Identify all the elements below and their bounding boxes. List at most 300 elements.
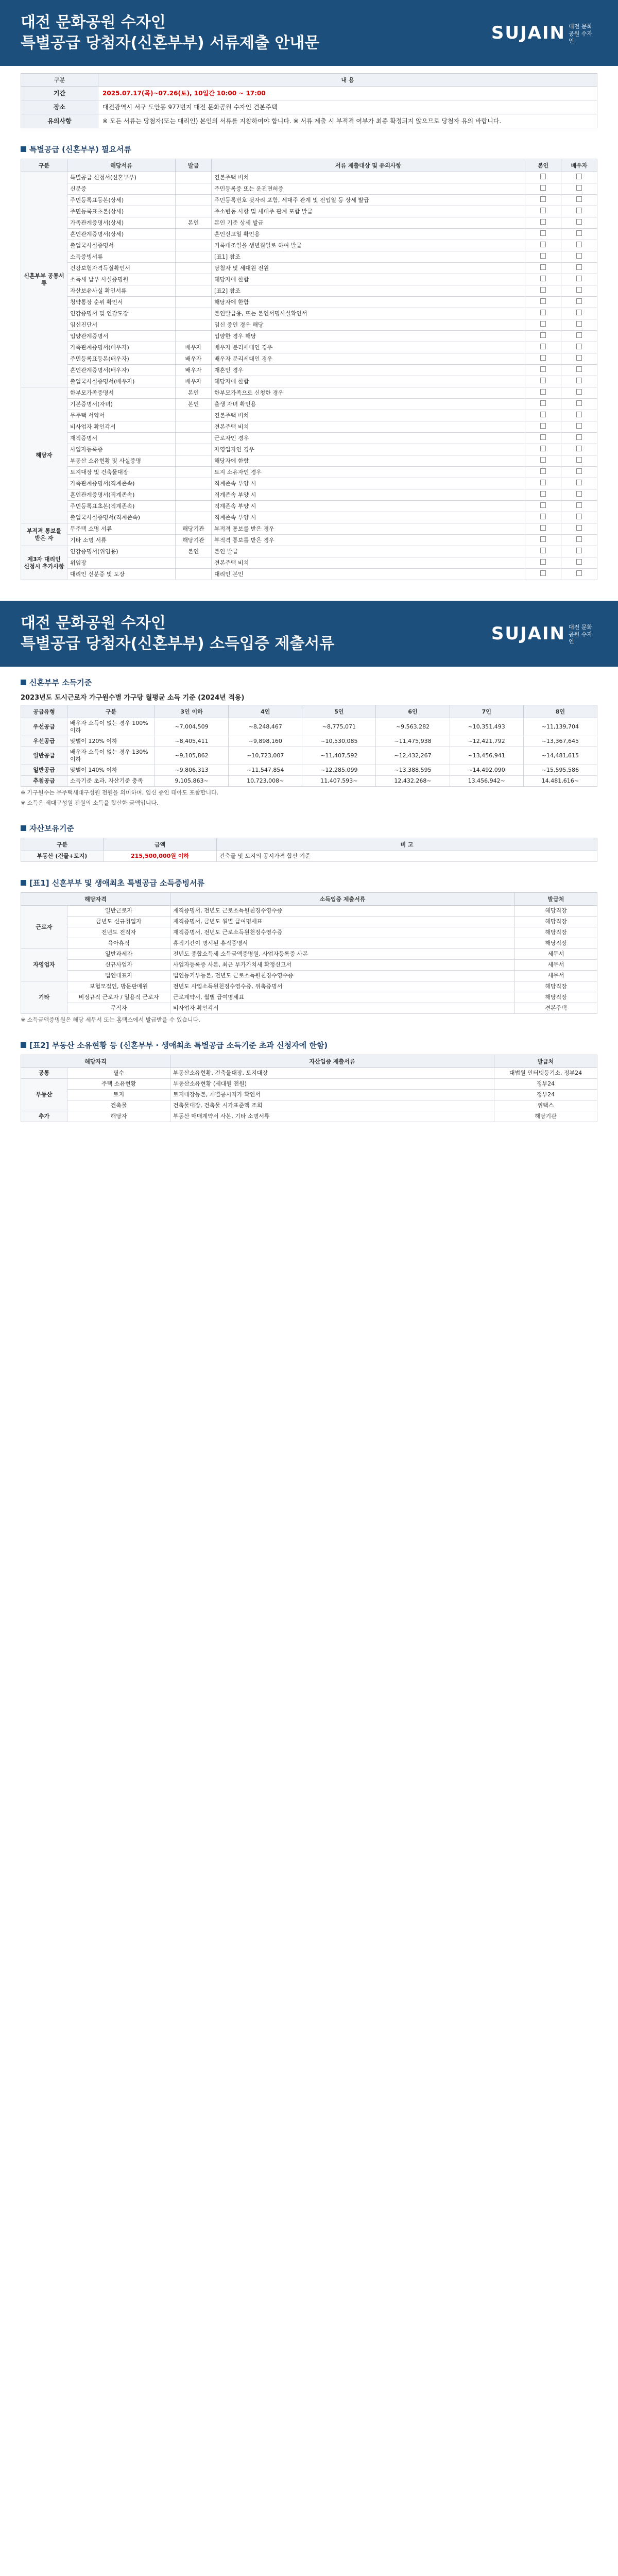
- checkbox[interactable]: [576, 514, 582, 519]
- checkbox[interactable]: [540, 389, 546, 395]
- income-value: ~11,475,938: [376, 736, 450, 747]
- info-value: 2025.07.17(목)~07.26(토), 10일간 10:00 ~ 17:00: [98, 87, 597, 100]
- checkbox[interactable]: [576, 446, 582, 451]
- section-title: [21, 877, 597, 888]
- issue-by: 본인: [176, 399, 212, 410]
- issue-by: 본인: [176, 546, 212, 557]
- issue-by: [176, 297, 212, 308]
- issue-by: [176, 557, 212, 569]
- issue-by: [176, 331, 212, 342]
- checkbox-cell: [561, 353, 597, 365]
- doc-name: 입양관계증명서: [67, 331, 176, 342]
- table-row: [21, 851, 597, 862]
- doc2-banner: [0, 601, 618, 667]
- doc-note: 토지 소유자인 경우: [212, 467, 525, 478]
- checkbox-cell: [561, 489, 597, 501]
- doc-name: 주민등록표초본(상세): [67, 206, 176, 217]
- doc1-banner: [0, 0, 618, 66]
- qualification: 무직자: [67, 1003, 170, 1014]
- t1-header-cell: 발급처: [515, 893, 597, 906]
- issue-by: [176, 206, 212, 217]
- checkbox-cell: [525, 274, 561, 285]
- doc-note: 견본주택 비치: [212, 172, 525, 183]
- checkbox[interactable]: [540, 196, 546, 202]
- doc-note: 견본주택 비치: [212, 557, 525, 569]
- issuer: 세무서: [515, 971, 597, 981]
- checkbox[interactable]: [540, 253, 546, 259]
- doc-name: 혼인관계증명서(직계존속): [67, 489, 176, 501]
- income-type: 일반공급: [21, 747, 67, 765]
- required-docs: 비사업자 확인각서: [170, 1003, 515, 1014]
- info-value: ※ 모든 서류는 당첨자(또는 대리인) 본인의 서류를 지참하여야 합니다. ※ 서류 제출 시 부적격 여부가 최종 확정되지 않으므로 당첨자 유의 바랍니다.: [98, 114, 597, 128]
- req-header-cell: 배우자: [561, 159, 597, 172]
- checkbox-cell: [525, 546, 561, 557]
- asset-header-cell: 구분: [21, 838, 104, 851]
- note-line: ※ 가구원수는 무주택세대구성원 전원을 의미하며, 임신 중인 태아도 포함합니다.: [21, 789, 219, 796]
- doc-note: 자영업자인 경우: [212, 444, 525, 455]
- checkbox[interactable]: [576, 400, 582, 406]
- checkbox[interactable]: [576, 366, 582, 372]
- table-row: [21, 1079, 597, 1090]
- asset-remark: 건축물 및 토지의 공시가격 합산 기준: [217, 851, 597, 862]
- income-value: ~9,806,313: [155, 765, 229, 776]
- checkbox[interactable]: [540, 525, 546, 531]
- income-value: ~14,481,615: [523, 747, 597, 765]
- doc-note: 직계존속 부양 시: [212, 478, 525, 489]
- income-cat: 배우자 소득이 없는 경우 100% 이하: [67, 718, 155, 736]
- checkbox-cell: [561, 206, 597, 217]
- checkbox-cell: [525, 172, 561, 183]
- doc-note: 직계존속 부양 시: [212, 512, 525, 523]
- checkbox[interactable]: [540, 230, 546, 236]
- checkbox[interactable]: [540, 491, 546, 497]
- checkbox[interactable]: [540, 298, 546, 304]
- group-label: 제3자 대리인 신청시 추가사항: [21, 546, 67, 580]
- table-row: [21, 736, 597, 747]
- req-header-cell: 해당서류: [67, 159, 176, 172]
- issue-by: [176, 467, 212, 478]
- t2-header-cell: 자산입증 제출서류: [170, 1055, 494, 1068]
- doc-name: 무주택 소명 서류: [67, 523, 176, 535]
- checkbox[interactable]: [540, 502, 546, 508]
- checkbox-cell: [525, 319, 561, 331]
- checkbox-cell: [525, 240, 561, 251]
- checkbox[interactable]: [576, 310, 582, 315]
- checkbox[interactable]: [540, 536, 546, 542]
- checkbox[interactable]: [540, 457, 546, 463]
- issue-by: [176, 319, 212, 331]
- checkbox[interactable]: [540, 219, 546, 225]
- qualification: 금년도 신규취업자: [67, 917, 170, 927]
- checkbox-cell: [561, 501, 597, 512]
- doc-name: 위임장: [67, 557, 176, 569]
- issue-by: [176, 263, 212, 274]
- checkbox[interactable]: [576, 491, 582, 497]
- checkbox[interactable]: [576, 253, 582, 259]
- doc-name: 출입국사실증명서(배우자): [67, 376, 176, 387]
- checkbox[interactable]: [576, 502, 582, 508]
- t2-header-cell: 발급처: [494, 1055, 597, 1068]
- doc-note: 해당자에 한함: [212, 274, 525, 285]
- checkbox[interactable]: [576, 423, 582, 429]
- income-value: ~8,248,467: [229, 718, 302, 736]
- checkbox[interactable]: [540, 310, 546, 315]
- page-gap: [0, 585, 618, 601]
- sujain-logo: [491, 23, 597, 45]
- issuer: 견본주택: [515, 1003, 597, 1014]
- t2-section: [0, 1029, 618, 1127]
- income-header-cell: 8인: [523, 705, 597, 718]
- checkbox-cell: [525, 410, 561, 421]
- income-subtitle: 2023년도 도시근로자 가구원수별 가구당 월평균 소득 기준 (2024년 적용): [21, 694, 245, 702]
- doc-name: 출입국사실증명서: [67, 240, 176, 251]
- table-row: [21, 546, 597, 557]
- checkbox[interactable]: [540, 355, 546, 361]
- required-docs: 휴직기간이 명시된 휴직증명서: [170, 938, 515, 949]
- table-row: [21, 489, 597, 501]
- income-value: ~14,492,090: [450, 765, 523, 776]
- checkbox[interactable]: [576, 264, 582, 270]
- checkbox-cell: [561, 478, 597, 489]
- doc-name: 기타 소명 서류: [67, 535, 176, 546]
- checkbox[interactable]: [540, 548, 546, 553]
- checkbox[interactable]: [576, 344, 582, 349]
- checkbox-cell: [525, 183, 561, 195]
- table-row: [21, 501, 597, 512]
- checkbox[interactable]: [576, 468, 582, 474]
- income-value: ~13,456,941: [450, 747, 523, 765]
- checkbox-cell: [525, 569, 561, 580]
- checkbox[interactable]: [540, 480, 546, 485]
- table-row: [21, 206, 597, 217]
- checkbox[interactable]: [540, 514, 546, 519]
- checkbox[interactable]: [576, 208, 582, 213]
- income-value: ~8,405,411: [155, 736, 229, 747]
- checkbox-cell: [561, 433, 597, 444]
- required-docs: 재직증명서, 금년도 월별 급여명세표: [170, 917, 515, 927]
- qualification: 비정규직 근로자 / 일용직 근로자: [67, 992, 170, 1003]
- group-label: 추가: [21, 1111, 67, 1122]
- checkbox[interactable]: [576, 480, 582, 485]
- checkbox[interactable]: [540, 321, 546, 327]
- issuer: 세무서: [515, 960, 597, 971]
- required-docs: 부동산소유현황, 건축물대장, 토지대장: [170, 1068, 494, 1079]
- issue-by: 본인: [176, 217, 212, 229]
- table-row: [21, 297, 597, 308]
- income-value: ~9,898,160: [229, 736, 302, 747]
- issue-by: 배우자: [176, 365, 212, 376]
- checkbox[interactable]: [540, 174, 546, 179]
- income-value: ~11,139,704: [523, 718, 597, 736]
- checkbox[interactable]: [576, 570, 582, 576]
- issue-by: [176, 172, 212, 183]
- checkbox[interactable]: [540, 242, 546, 247]
- checkbox[interactable]: [576, 287, 582, 293]
- checkbox[interactable]: [576, 548, 582, 553]
- checkbox[interactable]: [540, 287, 546, 293]
- doc-note: 출생 자녀 확인용: [212, 399, 525, 410]
- table-row: [21, 1111, 597, 1122]
- doc-note: 해당자에 한함: [212, 455, 525, 467]
- table-row: [21, 308, 597, 319]
- issue-by: [176, 195, 212, 206]
- table-row: [21, 183, 597, 195]
- checkbox[interactable]: [540, 264, 546, 270]
- checkbox[interactable]: [576, 219, 582, 225]
- required-docs: 전년도 종합소득세 소득금액증명원, 사업자등록증 사본: [170, 949, 515, 960]
- doc-note: 기록대조일을 생년월일로 하여 발급: [212, 240, 525, 251]
- checkbox[interactable]: [540, 423, 546, 429]
- checkbox-cell: [561, 569, 597, 580]
- table-row: [21, 523, 597, 535]
- checkbox-cell: [525, 308, 561, 319]
- checkbox-cell: [561, 308, 597, 319]
- checkbox-cell: [525, 353, 561, 365]
- asset-section: [0, 812, 618, 867]
- table-row: [21, 1100, 597, 1111]
- checkbox[interactable]: [576, 378, 582, 383]
- doc-name: 사업자등록증: [67, 444, 176, 455]
- checkbox-cell: [525, 535, 561, 546]
- square-bullet-icon: [21, 680, 26, 685]
- checkbox-cell: [561, 229, 597, 240]
- checkbox[interactable]: [540, 412, 546, 417]
- doc-name: 대리인 신분증 및 도장: [67, 569, 176, 580]
- doc-name: 부동산 소유현황 및 사실증명: [67, 455, 176, 467]
- required-docs: 법인등기부등본, 전년도 근로소득원천징수영수증: [170, 971, 515, 981]
- table-row: [21, 949, 597, 960]
- issue-by: [176, 285, 212, 297]
- checkbox[interactable]: [540, 400, 546, 406]
- table-row: [21, 274, 597, 285]
- table-row: [21, 342, 597, 353]
- checkbox[interactable]: [576, 559, 582, 565]
- qualification: 일반근로자: [67, 906, 170, 917]
- checkbox[interactable]: [540, 378, 546, 383]
- checkbox[interactable]: [576, 389, 582, 395]
- group-label: 신혼부부 공통서류: [21, 172, 67, 387]
- issue-by: [176, 274, 212, 285]
- income-value: ~12,432,267: [376, 747, 450, 765]
- doc-note: 임신 중인 경우 해당: [212, 319, 525, 331]
- issue-by: [176, 512, 212, 523]
- info-row: [21, 100, 597, 114]
- checkbox[interactable]: [576, 321, 582, 327]
- info-row: [21, 87, 597, 100]
- checkbox[interactable]: [540, 570, 546, 576]
- doc1-title-line2: 특별공급 당첨자(신혼부부) 서류제출 안내문: [21, 34, 320, 52]
- table-row: [21, 1090, 597, 1100]
- issue-by: [176, 433, 212, 444]
- income-table: [21, 705, 597, 787]
- income-value: ~9,105,862: [155, 747, 229, 765]
- issuer: 해당직장: [515, 938, 597, 949]
- qualification: 전년도 전직자: [67, 927, 170, 938]
- checkbox[interactable]: [540, 434, 546, 440]
- issuer: 해당직장: [515, 927, 597, 938]
- logo-sub: 대전 문화공원 수자인: [569, 23, 593, 44]
- doc-note: 직계존속 부양 시: [212, 501, 525, 512]
- checkbox[interactable]: [576, 412, 582, 417]
- doc-note: 부적격 통보를 받은 경우: [212, 535, 525, 546]
- table-row: [21, 938, 597, 949]
- info-value: 대전광역시 서구 도안동 977번지 대전 문화공원 수자인 견본주택: [98, 100, 597, 114]
- checkbox[interactable]: [540, 446, 546, 451]
- income-header-cell: 7인: [450, 705, 523, 718]
- table-row: [21, 927, 597, 938]
- section-title: [21, 823, 597, 834]
- doc-note: 부적격 통보를 받은 경우: [212, 523, 525, 535]
- issue-by: 배우자: [176, 353, 212, 365]
- doc1-info-table: [21, 73, 597, 128]
- table-row: [21, 331, 597, 342]
- t1-header-cell: 해당자격: [21, 893, 170, 906]
- checkbox[interactable]: [540, 559, 546, 565]
- checkbox[interactable]: [576, 536, 582, 542]
- req-title: 특별공급 (신혼부부) 필요서류: [29, 145, 132, 154]
- checkbox[interactable]: [576, 276, 582, 281]
- table-row: [21, 478, 597, 489]
- qualification: 법인대표자: [67, 971, 170, 981]
- issue-by: [176, 410, 212, 421]
- doc-note: 주민등록증 또는 운전면허증: [212, 183, 525, 195]
- required-docs: 사업자등록증 사본, 최근 부가가치세 확정신고서: [170, 960, 515, 971]
- income-notes: [21, 789, 597, 807]
- table-row: [21, 569, 597, 580]
- checkbox-cell: [561, 172, 597, 183]
- checkbox[interactable]: [540, 366, 546, 372]
- table-row: [21, 195, 597, 206]
- group-label: 공통: [21, 1068, 67, 1079]
- checkbox-cell: [525, 195, 561, 206]
- t2-header-cell: 해당자격: [21, 1055, 170, 1068]
- checkbox[interactable]: [576, 457, 582, 463]
- checkbox[interactable]: [540, 208, 546, 213]
- checkbox-cell: [561, 467, 597, 478]
- qualification: 해당자: [67, 1111, 170, 1122]
- issue-by: [176, 444, 212, 455]
- table-row: [21, 251, 597, 263]
- checkbox-cell: [561, 274, 597, 285]
- checkbox[interactable]: [576, 355, 582, 361]
- checkbox[interactable]: [576, 174, 582, 179]
- checkbox-cell: [561, 523, 597, 535]
- asset-cat: 부동산 (건물+토지): [21, 851, 104, 862]
- issuer: 해당기관: [494, 1111, 597, 1122]
- checkbox[interactable]: [540, 344, 546, 349]
- income-value: ~8,775,071: [302, 718, 376, 736]
- qualification: 건축물: [67, 1100, 170, 1111]
- logo-text: SUJAIN: [491, 23, 565, 43]
- doc-name: 자산보유사실 확인서류: [67, 285, 176, 297]
- doc2-title-line2: 특별공급 당첨자(신혼부부) 소득입증 제출서류: [21, 635, 335, 653]
- table-row: [21, 960, 597, 971]
- income-value: ~10,530,085: [302, 736, 376, 747]
- doc-name: 가족관계증명서(직계존속): [67, 478, 176, 489]
- income-cat: 소득기준 초과, 자산기준 충족: [67, 776, 155, 787]
- t1-header-cell: 소득입증 제출서류: [170, 893, 515, 906]
- asset-header-cell: 금액: [104, 838, 217, 851]
- checkbox-cell: [561, 387, 597, 399]
- checkbox-cell: [525, 557, 561, 569]
- info-header-cell: 구분: [21, 74, 98, 87]
- qualification: 토지: [67, 1090, 170, 1100]
- checkbox[interactable]: [576, 242, 582, 247]
- issue-by: [176, 478, 212, 489]
- checkbox[interactable]: [576, 332, 582, 338]
- checkbox-cell: [525, 263, 561, 274]
- table-row: [21, 906, 597, 917]
- checkbox[interactable]: [540, 468, 546, 474]
- table-row: [21, 172, 597, 183]
- doc-name: 비사업자 확인각서: [67, 421, 176, 433]
- doc-name: 혼인관계증명서(배우자): [67, 365, 176, 376]
- square-bullet-icon: [21, 825, 26, 831]
- issue-by: [176, 240, 212, 251]
- checkbox[interactable]: [540, 185, 546, 191]
- checkbox[interactable]: [576, 230, 582, 236]
- doc1-title-line1: 대전 문화공원 수자인: [21, 13, 166, 31]
- doc-note: 근로자인 경우: [212, 433, 525, 444]
- checkbox[interactable]: [540, 332, 546, 338]
- table-row: [21, 376, 597, 387]
- section-title: [21, 144, 597, 155]
- t1-section: [0, 867, 618, 1029]
- checkbox-cell: [525, 285, 561, 297]
- checkbox-cell: [525, 523, 561, 535]
- checkbox[interactable]: [576, 434, 582, 440]
- required-docs: 부동산소유현황 (세대원 전원): [170, 1079, 494, 1090]
- issue-by: [176, 251, 212, 263]
- doc-name: 청약통장 순위 확인서: [67, 297, 176, 308]
- checkbox-cell: [561, 195, 597, 206]
- t1-table: [21, 892, 597, 1014]
- section-title: [21, 1040, 597, 1050]
- checkbox-cell: [525, 376, 561, 387]
- checkbox[interactable]: [576, 298, 582, 304]
- checkbox[interactable]: [576, 196, 582, 202]
- issue-by: [176, 501, 212, 512]
- checkbox[interactable]: [540, 276, 546, 281]
- income-header-cell: 공급유형: [21, 705, 67, 718]
- checkbox[interactable]: [576, 525, 582, 531]
- issuer: 대법원 인터넷등기소, 정부24: [494, 1068, 597, 1079]
- doc-name: 건강보험자격득실확인서: [67, 263, 176, 274]
- table-row: [21, 992, 597, 1003]
- group-label: 해당자: [21, 387, 67, 523]
- table-row: [21, 557, 597, 569]
- checkbox-cell: [525, 251, 561, 263]
- checkbox-cell: [561, 399, 597, 410]
- table-row: [21, 387, 597, 399]
- issue-by: [176, 229, 212, 240]
- table-row: [21, 365, 597, 376]
- checkbox-cell: [561, 410, 597, 421]
- doc-name: 인감증명서(위임용): [67, 546, 176, 557]
- issuer: 세무서: [515, 949, 597, 960]
- checkbox[interactable]: [576, 185, 582, 191]
- income-value: 11,407,593~: [302, 776, 376, 787]
- qualification: 신규사업자: [67, 960, 170, 971]
- asset-amount: 215,500,000원 이하: [104, 851, 217, 862]
- table-row: [21, 285, 597, 297]
- doc-note: 혼인신고일 확인용: [212, 229, 525, 240]
- section-title: [21, 677, 597, 688]
- required-docs: 재직증명서, 전년도 근로소득원천징수영수증: [170, 927, 515, 938]
- checkbox-cell: [525, 433, 561, 444]
- issue-by: 해당기관: [176, 523, 212, 535]
- doc-name: 기본증명서(자녀): [67, 399, 176, 410]
